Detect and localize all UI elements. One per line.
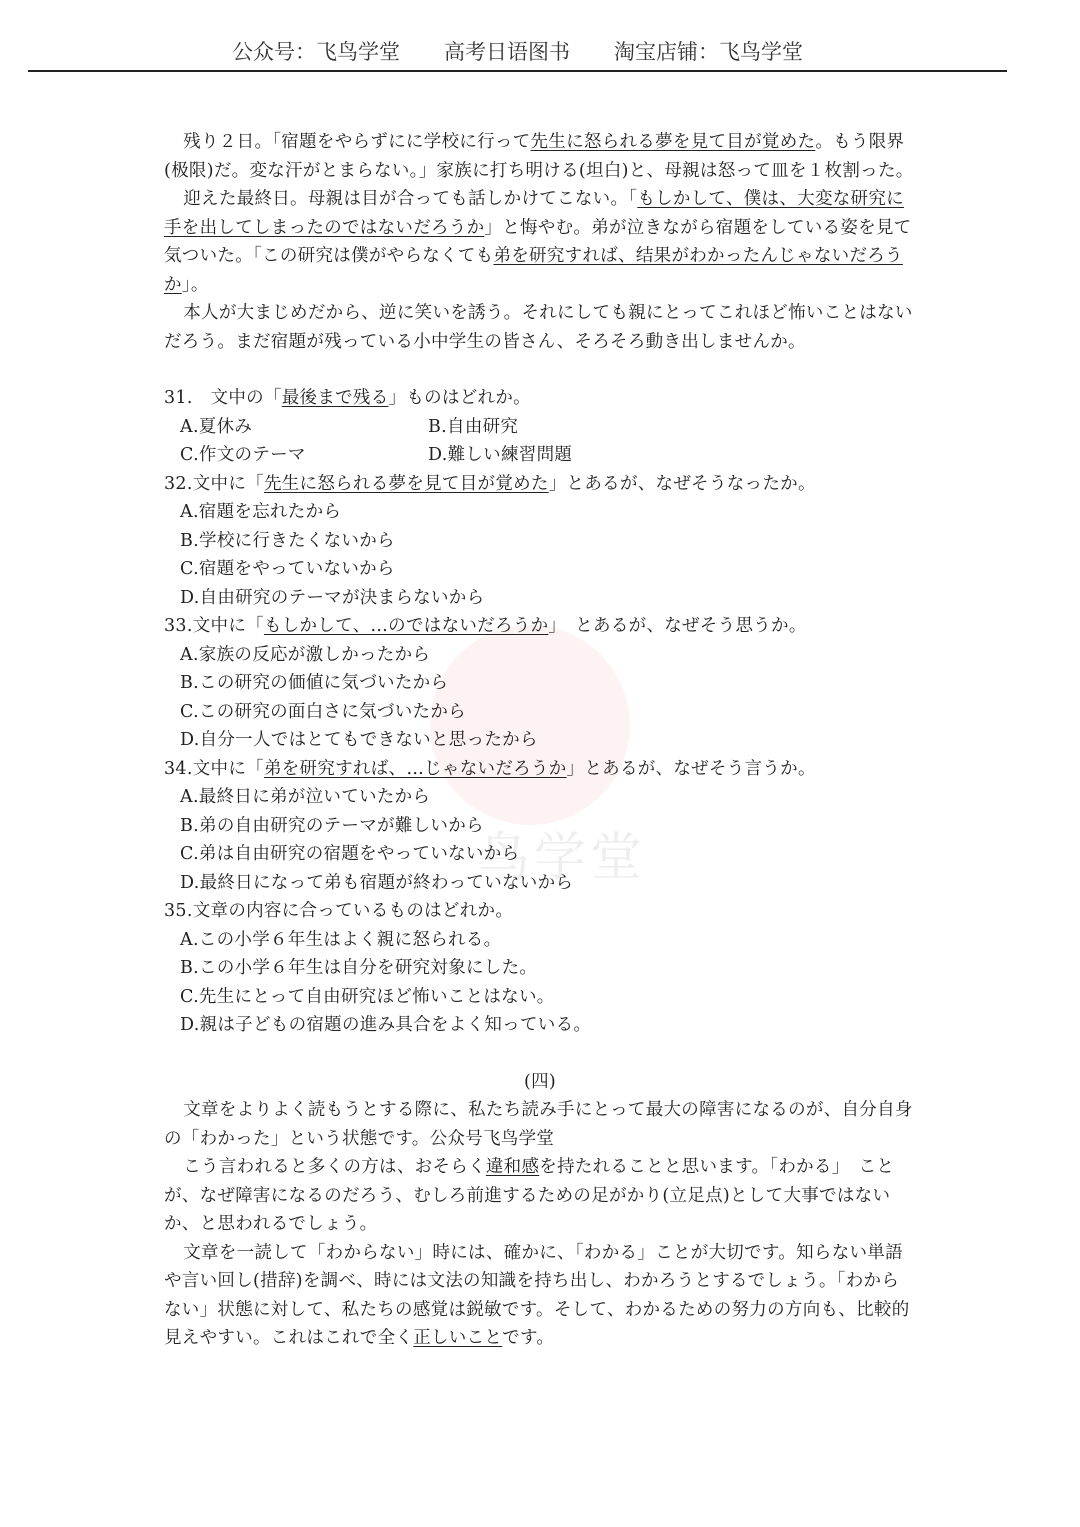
underlined-phrase: 弟を研究すれば、结果がわかったんじゃないだろうか — [164, 246, 903, 295]
text-run: 32.文中に「 — [164, 473, 264, 494]
option-d: D.最終日になって弟も宿題が終わっていないから — [180, 872, 574, 893]
text-run: 文章を一読して「わからない」時には、確かに、「わかる」ことが大切です。知らない単語や言い回し(措辞)を調べ、時には文法の知識を持ち出し、わかろうとするでしょう。「わからない」状態に対して、私たちの感覚は鋭敏です。そして、わかるための努力の方向も、比較的見えやすい。これはこれで全く — [164, 1242, 910, 1348]
option-c: C.弟は自由研究の宿題をやっていないから — [180, 844, 520, 864]
underlined-phrase: もしかして、…のではないだろうか — [263, 616, 549, 636]
option-b: B.自由研究 — [428, 416, 519, 437]
underlined-phrase: 正しいこと — [413, 1328, 503, 1348]
passage3-paragraph-2 — [164, 185, 916, 299]
options-row — [180, 413, 916, 442]
text-run: を持たれることと思います。「わかる」 ことが、なぜ障害になるのだろう、むしろ前進するための足がかり(立足点)として大事ではないか、と思われるでしょう。 — [164, 1157, 895, 1234]
header-books: 高考日语图书 — [444, 40, 570, 64]
option-a: A.夏休み — [180, 416, 253, 437]
underlined-phrase: 違和感 — [485, 1157, 540, 1177]
options-row — [180, 441, 916, 470]
text-run: 。もう限界(极限)だ。変な汗がとまらない。」家族に打ち明ける(坦白)と、母親は怒って皿を１枚割った。 — [164, 132, 914, 181]
passage4-paragraph-2 — [164, 1153, 916, 1239]
page-header — [28, 36, 1007, 72]
passage3-paragraph-1 — [164, 128, 916, 185]
text-run: 」ものはどれか。 — [388, 388, 531, 408]
section-heading: (四) — [523, 1071, 557, 1092]
passage3-paragraph-3: 本人が大まじめだから、逆に笑いを誘う。それにしても親にとってこれほど怖いことはないだろう。まだ宿題が残っている小中学生の皆さん、そろそろ動き出しませんか。 — [164, 303, 913, 352]
option-c: C.宿題をやっていないから — [180, 559, 395, 579]
watermark-text: 鸟学堂 — [478, 828, 647, 888]
question-34 — [164, 755, 916, 784]
spacer — [164, 1040, 916, 1068]
text-run: 」 とあるが、なぜそう思うか。 — [548, 616, 807, 636]
question-35: 35.文章の内容に合っているものはどれか。 — [164, 901, 514, 921]
underlined-phrase: 先生に怒られる夢を見て目が覚めた — [530, 132, 816, 152]
passage4-paragraph-3 — [164, 1239, 916, 1353]
option-b: B.学校に行きたくないから — [180, 530, 395, 551]
text-run: 迎えた最終日。母親は目が合っても話しかけてこない。「 — [183, 189, 638, 209]
text-run: 残り２日。「宿題をやらずにに学校に行って — [183, 132, 531, 152]
document-body — [164, 128, 916, 1353]
spacer — [164, 356, 916, 384]
option-a: A.宿題を忘れたから — [180, 502, 342, 522]
option-a: A.家族の反応が激しかったから — [180, 644, 431, 665]
header-shop: 淘宝店铺：飞鸟学堂 — [614, 40, 803, 64]
option-b: B.この研究の価値に気づいたから — [180, 673, 449, 693]
text-run: 34.文中に「 — [164, 758, 264, 779]
text-run: 33.文中に「 — [164, 616, 264, 636]
question-31 — [164, 384, 916, 413]
option-a: A.最終日に弟が泣いていたから — [180, 787, 431, 807]
passage4-paragraph-1: 文章をよりよく読もうとする際に、私たち読み手にとって最大の障害になるのが、自分自身の「わかった」という状態です。公众号飞鸟学堂 — [164, 1100, 913, 1149]
text-run: こう言われると多くの方は、おそらく — [183, 1157, 486, 1177]
question-33 — [164, 612, 916, 641]
option-d: D.難しい練習問題 — [428, 445, 573, 465]
option-b: B.この小学６年生は自分を研究対象にした。 — [180, 958, 538, 978]
text-run: 」。 — [181, 274, 209, 295]
text-run: 」とあるが、なぜそう言うか。 — [566, 758, 816, 779]
underlined-phrase: 弟を研究すれば、…じゃないだろうか — [263, 758, 567, 779]
option-c: C.この研究の面白さに気づいたから — [180, 701, 466, 722]
option-c: C.先生にとって自由研究ほど怖いことはない。 — [180, 986, 555, 1007]
text-run: です。 — [502, 1328, 555, 1348]
option-c: C.作文のテーマ — [180, 445, 306, 465]
text-run: 」と悔やむ。弟が泣きながら宿題をしている姿を見て気ついた。「この研究は僕がやらなくても — [164, 217, 912, 266]
option-b: B.弟の自由研究のテーマが難しいから — [180, 815, 484, 836]
text-run: 」とあるが、なぜそうなったか。 — [548, 473, 816, 494]
question-32 — [164, 470, 916, 499]
underlined-phrase: 先生に怒られる夢を見て目が覚めた — [263, 473, 549, 494]
underlined-phrase: 最後まで残る — [281, 388, 389, 408]
option-a: A.この小学６年生はよく親に怒られる。 — [180, 929, 502, 950]
option-d: D.自分一人ではとてもできないと思ったから — [180, 730, 538, 750]
option-d: D.親は子どもの宿題の進み具合をよく知っている。 — [180, 1015, 592, 1035]
header-wechat: 公众号：飞鸟学堂 — [232, 40, 400, 64]
underlined-phrase: もしかして、僕は、大変な研究に手を出してしまったのではないだろうか — [164, 189, 904, 238]
option-d: D.自由研究のテーマが決まらないから — [180, 587, 485, 608]
text-run: 31. 文中の「 — [164, 388, 282, 408]
